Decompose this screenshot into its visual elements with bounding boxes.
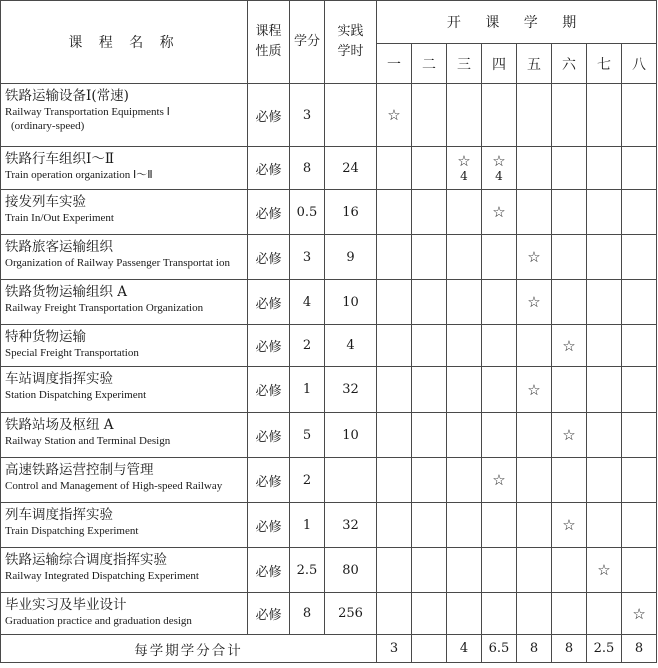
semester-hours: 4 [460,169,468,183]
semester-8-cell [622,367,657,413]
course-row [1,367,657,413]
semester-8-cell [622,325,657,367]
course-credits: 3 [290,235,325,280]
semester-7-cell [587,280,622,325]
semester-2-cell [412,235,447,280]
course-name-cn: 铁路货物运输组织 A [5,284,128,300]
course-name-cell [1,458,248,503]
course-row [1,325,657,367]
semester-2-cell [412,503,447,548]
star-icon: ☆ [527,380,541,399]
header-course-nature [248,1,290,84]
course-credits: 3 [290,84,325,147]
course-practice-hours: 16 [325,190,377,235]
semester-4-cell [482,367,517,413]
semester-3-cell [447,147,482,190]
course-name-en: Organization of Railway Passenger Transportat ion [5,257,230,269]
semester-6-cell [552,458,587,503]
course-row [1,593,657,635]
course-name-cell [1,190,248,235]
header-practice-hours [325,1,377,84]
semester-7-cell [587,325,622,367]
header-semester-4: 四 [482,44,517,84]
semester-3-cell [447,458,482,503]
semester-6-cell [552,84,587,147]
course-name-en: Train Dispatching Experiment [5,525,139,537]
course-row [1,84,657,147]
course-practice-hours: 9 [325,235,377,280]
semester-7-cell [587,147,622,190]
star-icon: ☆ [527,293,541,311]
semester-3-cell [447,325,482,367]
semester-8-cell [622,280,657,325]
semester-8-cell [622,548,657,593]
course-nature: 必修 [248,503,290,548]
semester-7-cell [587,503,622,548]
course-practice-hours: 24 [325,147,377,190]
header-semester-3: 三 [447,44,482,84]
course-name-cn: 列车调度指挥实验 [5,507,113,523]
course-name-en: Graduation practice and graduation design [5,615,192,627]
semester-8-cell [622,235,657,280]
course-name-cell [1,593,248,635]
course-row [1,458,657,503]
course-row [1,235,657,280]
course-practice-hours: 4 [325,325,377,367]
semester-3-cell [447,190,482,235]
course-name-cn: 接发列车实验 [5,194,86,210]
course-name-en: Train operation organization Ⅰ～Ⅱ [5,169,153,181]
semester-5-cell [517,325,552,367]
course-practice-hours: 80 [325,548,377,593]
semester-7-cell [587,458,622,503]
semester-5-cell [517,458,552,503]
semester-6-cell [552,367,587,413]
semester-4-cell [482,84,517,147]
course-name-cell [1,413,248,458]
course-row [1,147,657,190]
header-practice-line1: 实践 [337,24,364,39]
course-nature: 必修 [248,235,290,280]
course-name-cell [1,325,248,367]
credit-total-sem-6: 8 [552,635,587,663]
course-nature: 必修 [248,325,290,367]
semester-4-cell [482,190,517,235]
semester-1-cell [377,458,412,503]
semester-8-cell [622,190,657,235]
course-name-en-continued: (ordinary-speed) [11,120,85,132]
semester-6-cell [552,147,587,190]
course-practice-hours [325,84,377,147]
course-name-cn: 铁路行车组织Ⅰ～Ⅱ [5,151,115,167]
header-semester-title: 开 课 学 期 [377,1,657,44]
header-semester-7: 七 [587,44,622,84]
semester-7-cell [587,593,622,635]
semester-4-cell [482,235,517,280]
star-icon: ☆ [562,426,576,444]
course-nature: 必修 [248,190,290,235]
semester-5-cell [517,235,552,280]
course-nature: 必修 [248,548,290,593]
course-credits: 1 [290,503,325,548]
semester-3-cell [447,235,482,280]
semester-3-cell [447,280,482,325]
course-credits: 5 [290,413,325,458]
star-icon: ☆ [492,203,506,221]
semester-1-cell [377,147,412,190]
course-credits: 2.5 [290,548,325,593]
course-name-cell [1,235,248,280]
semester-8-cell [622,84,657,147]
course-credits: 4 [290,280,325,325]
semester-4-cell [482,280,517,325]
course-name-en: Station Dispatching Experiment [5,389,147,401]
course-nature: 必修 [248,593,290,635]
course-name-cn: 车站调度指挥实验 [5,371,113,387]
course-name-cn: 铁路运输综合调度指挥实验 [5,552,167,568]
credit-total-sem-8: 8 [622,635,657,663]
course-nature: 必修 [248,367,290,413]
course-practice-hours: 10 [325,413,377,458]
course-name-en: Special Freight Transportation [5,347,139,359]
semester-5-cell [517,593,552,635]
semester-6-cell [552,190,587,235]
semester-3-cell [447,593,482,635]
semester-6-cell [552,548,587,593]
semester-2-cell [412,458,447,503]
star-icon: ☆ [527,248,541,266]
course-credits: 8 [290,593,325,635]
star-icon: ☆ [492,471,506,489]
credit-total-sem-1: 3 [377,635,412,663]
course-name-en: Railway Integrated Dispatching Experiment [5,570,199,582]
course-row [1,548,657,593]
course-list [1,84,657,635]
credit-total-sem-3: 4 [447,635,482,663]
course-name-en: Train In/Out Experiment [5,212,114,224]
semester-2-cell [412,84,447,147]
semester-6-cell [552,325,587,367]
course-credits: 0.5 [290,190,325,235]
header-nature-line1: 课程 [255,24,282,39]
semester-2-cell [412,280,447,325]
semester-hours: 4 [495,169,503,183]
star-icon: ☆ [562,336,576,355]
header-semester-8: 八 [622,44,657,84]
course-practice-hours: 256 [325,593,377,635]
course-name-cn: 铁路旅客运输组织 [5,239,113,255]
semester-4-cell [482,503,517,548]
course-credits: 8 [290,147,325,190]
course-name-cn: 高速铁路运营控制与管理 [5,462,154,478]
course-name-cell [1,147,248,190]
semester-5-cell [517,413,552,458]
header-credits: 学分 [290,1,325,84]
semester-4-cell [482,593,517,635]
star-icon: ☆ [492,152,506,170]
course-name-cell [1,367,248,413]
credit-total-sem-4: 6.5 [482,635,517,663]
course-name-cn: 铁路运输设备Ⅰ(常速) [5,88,129,104]
course-name-cn: 特种货物运输 [5,329,86,345]
semester-1-cell [377,84,412,147]
semester-2-cell [412,190,447,235]
semester-5-cell [517,503,552,548]
course-credits: 2 [290,325,325,367]
course-name-cell [1,503,248,548]
star-icon: ☆ [597,561,611,579]
semester-7-cell [587,413,622,458]
semester-5-cell [517,190,552,235]
header-semester-2: 二 [412,44,447,84]
semester-1-cell [377,190,412,235]
semester-2-cell [412,413,447,458]
course-name-en: Railway Transportation Equipments Ⅰ [5,106,170,118]
semester-1-cell [377,593,412,635]
semester-6-cell [552,593,587,635]
semester-5-cell [517,548,552,593]
semester-1-cell [377,235,412,280]
credit-total-sem-5: 8 [517,635,552,663]
header-practice-line2: 学时 [337,44,364,59]
course-row [1,280,657,325]
semester-1-cell [377,548,412,593]
star-icon: ☆ [457,152,471,170]
semester-2-cell [412,367,447,413]
credit-total-sem-7: 2.5 [587,635,622,663]
course-nature: 必修 [248,147,290,190]
semester-2-cell [412,548,447,593]
course-row [1,503,657,548]
course-credits: 2 [290,458,325,503]
header-semester-6: 六 [552,44,587,84]
semester-5-cell [517,147,552,190]
course-nature: 必修 [248,413,290,458]
semester-3-cell [447,503,482,548]
course-practice-hours: 10 [325,280,377,325]
course-name-cell [1,548,248,593]
semester-2-cell [412,325,447,367]
semester-8-cell [622,458,657,503]
star-icon: ☆ [632,604,646,623]
course-name-en: Railway Station and Terminal Design [5,435,171,447]
semester-3-cell [447,413,482,458]
semester-8-cell [622,413,657,458]
course-nature: 必修 [248,84,290,147]
course-practice-hours: 32 [325,503,377,548]
semester-4-cell [482,147,517,190]
semester-8-cell [622,593,657,635]
semester-6-cell [552,280,587,325]
course-nature: 必修 [248,280,290,325]
semester-7-cell [587,548,622,593]
course-name-cn: 铁路站场及枢纽 A [5,417,114,433]
semester-1-cell [377,413,412,458]
semester-1-cell [377,503,412,548]
semester-4-cell [482,413,517,458]
course-practice-hours: 32 [325,367,377,413]
course-name-cell [1,84,248,147]
star-icon: ☆ [562,516,576,534]
semester-1-cell [377,325,412,367]
semester-8-cell [622,147,657,190]
semester-1-cell [377,367,412,413]
semester-3-cell [447,84,482,147]
star-icon: ☆ [387,106,401,124]
course-name-cell [1,280,248,325]
header-semester-1: 一 [377,44,412,84]
course-name-en: Control and Management of High-speed Railway [5,480,223,492]
header-semester-5: 五 [517,44,552,84]
semester-4-cell [482,548,517,593]
course-name-en: Railway Freight Transportation Organization [5,302,204,314]
semester-3-cell [447,548,482,593]
semester-6-cell [552,235,587,280]
semester-4-cell [482,458,517,503]
semester-7-cell [587,84,622,147]
credit-total-sem-2 [412,635,447,663]
course-credits: 1 [290,367,325,413]
semester-4-cell [482,325,517,367]
course-row [1,413,657,458]
header-course-name: 课 程 名 称 [1,1,248,84]
course-practice-hours [325,458,377,503]
semester-5-cell [517,280,552,325]
semester-2-cell [412,147,447,190]
credit-total-row [1,635,657,663]
semester-2-cell [412,593,447,635]
semester-5-cell [517,84,552,147]
semester-3-cell [447,367,482,413]
credit-total-label: 每学期学分合计 [1,635,377,663]
semester-1-cell [377,280,412,325]
semester-6-cell [552,413,587,458]
semester-7-cell [587,235,622,280]
semester-7-cell [587,367,622,413]
semester-5-cell [517,367,552,413]
course-name-cn: 毕业实习及毕业设计 [5,597,127,613]
course-nature: 必修 [248,458,290,503]
header-nature-line2: 性质 [255,44,282,59]
semester-7-cell [587,190,622,235]
semester-8-cell [622,503,657,548]
semester-6-cell [552,503,587,548]
course-row [1,190,657,235]
